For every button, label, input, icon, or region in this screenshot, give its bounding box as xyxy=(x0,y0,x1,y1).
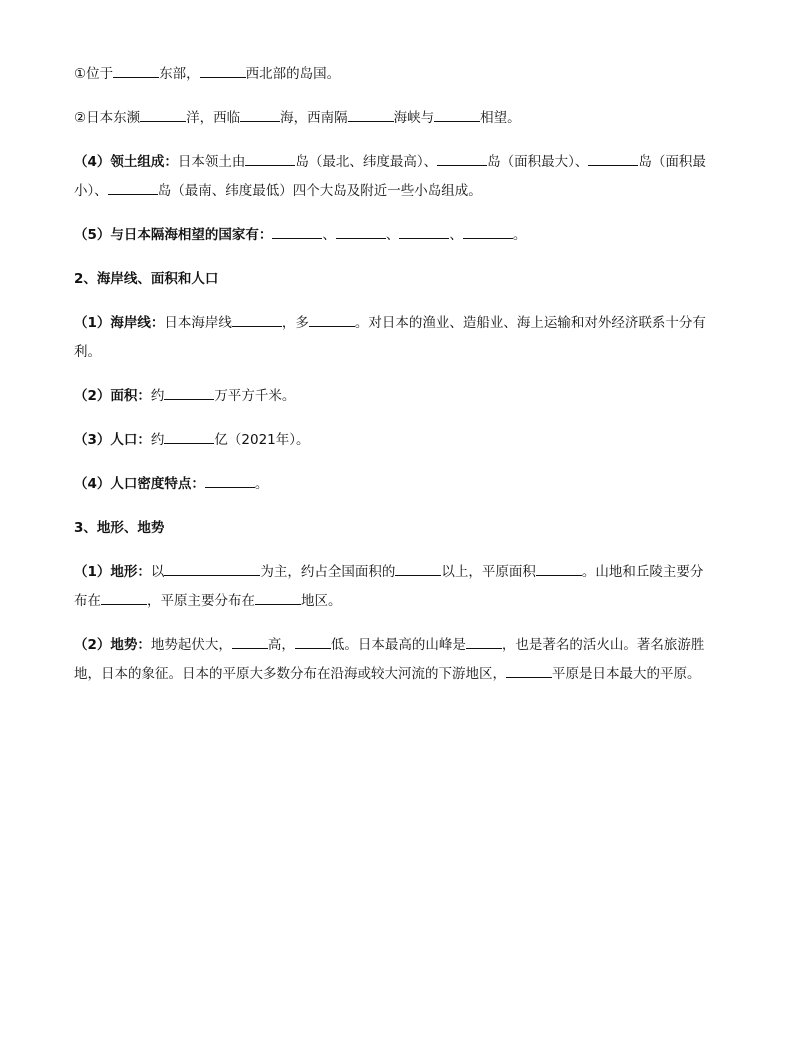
section-heading-3: 3、地形、地势 xyxy=(74,520,165,536)
text: 小）、 xyxy=(74,183,108,199)
blank[interactable] xyxy=(113,63,159,78)
population-line xyxy=(74,426,726,455)
text: 平原是日本最大的平原。 xyxy=(552,666,701,682)
blank[interactable] xyxy=(140,107,186,122)
text: 西北部的岛国。 xyxy=(245,66,341,82)
density-line xyxy=(74,470,726,499)
blank[interactable] xyxy=(101,590,147,605)
blank[interactable] xyxy=(437,151,487,166)
text: 亿（2021年）。 xyxy=(214,432,310,448)
separator: 、 xyxy=(385,227,400,243)
text: 以上，平原面积 xyxy=(441,564,536,580)
blank[interactable] xyxy=(506,663,552,678)
text: 高， xyxy=(267,637,295,653)
item-label: （4）人口密度特点： xyxy=(74,476,205,492)
text: ②日本东濒 xyxy=(74,110,141,126)
text: 海，西南隔 xyxy=(280,110,348,126)
text: 。 xyxy=(254,476,269,492)
text: 岛（最北、纬度最高）、 xyxy=(295,154,438,170)
neighbors-line xyxy=(74,221,726,250)
blank[interactable] xyxy=(272,224,322,239)
blank[interactable] xyxy=(348,107,394,122)
blank[interactable] xyxy=(309,312,355,327)
blank[interactable] xyxy=(336,224,386,239)
item-label: （1）海岸线： xyxy=(74,315,165,331)
terrain-paragraph xyxy=(74,558,726,616)
blank[interactable] xyxy=(399,224,449,239)
location-line-2 xyxy=(74,104,726,133)
territory-paragraph xyxy=(74,148,726,206)
text: 日本海岸线 xyxy=(164,315,232,331)
coastline-paragraph xyxy=(74,309,726,367)
relief-paragraph xyxy=(74,631,726,689)
item-label: （3）人口： xyxy=(74,432,151,448)
item-label: （5）与日本隔海相望的国家有： xyxy=(74,227,273,243)
text: 万平方千米。 xyxy=(214,388,296,404)
separator: 、 xyxy=(449,227,463,243)
blank[interactable] xyxy=(466,634,502,649)
text: 相望。 xyxy=(480,110,521,126)
item-label: （1）地形： xyxy=(74,564,151,580)
text: 。 xyxy=(512,227,527,243)
text: ，也是著名的活火山。著名旅游胜 xyxy=(501,637,705,653)
blank[interactable] xyxy=(232,634,268,649)
text: 东部， xyxy=(159,66,200,82)
text: ，多 xyxy=(281,315,309,331)
blank[interactable] xyxy=(205,473,255,488)
blank[interactable] xyxy=(108,180,158,195)
blank[interactable] xyxy=(255,590,301,605)
section-heading-2: 2、海岸线、面积和人口 xyxy=(74,271,219,287)
text: 以 xyxy=(150,564,165,580)
blank[interactable] xyxy=(240,107,280,122)
blank[interactable] xyxy=(463,224,513,239)
text: 岛（最南、纬度最低）四个大岛及附近一些小岛组成。 xyxy=(157,183,482,199)
worksheet xyxy=(74,60,726,689)
text: 地区。 xyxy=(301,593,342,609)
blank[interactable] xyxy=(164,385,214,400)
location-line-1 xyxy=(74,60,726,89)
text: 日本领土由 xyxy=(177,154,246,170)
text: 岛（面积最 xyxy=(638,154,706,170)
blank[interactable] xyxy=(200,63,246,78)
separator: 、 xyxy=(322,227,336,243)
text: 地势起伏大， xyxy=(150,637,232,653)
text: 低。日本最高的山峰是 xyxy=(330,637,466,653)
blank[interactable] xyxy=(434,107,480,122)
blank[interactable] xyxy=(245,151,295,166)
text: 约 xyxy=(150,432,165,448)
text: 为主，约占全国面积的 xyxy=(260,564,396,580)
blank[interactable] xyxy=(536,561,582,576)
text: 布在 xyxy=(74,593,101,609)
item-label: （2）地势： xyxy=(74,637,151,653)
text: ①位于 xyxy=(74,66,114,82)
area-line xyxy=(74,382,726,411)
blank[interactable] xyxy=(295,634,331,649)
text: 海峡与 xyxy=(393,110,435,126)
text: ，平原主要分布在 xyxy=(147,593,255,609)
blank[interactable] xyxy=(588,151,638,166)
text: 地，日本的象征。日本的平原大多数分布在沿海或较大河流的下游地区， xyxy=(74,666,506,682)
text: 利。 xyxy=(74,344,101,360)
text: 洋，西临 xyxy=(186,110,241,126)
text: 。对日本的渔业、造船业、海上运输和对外经济联系十分有 xyxy=(354,315,706,331)
item-label: （4）领土组成： xyxy=(74,154,178,170)
text: 。山地和丘陵主要分 xyxy=(581,564,704,580)
blank[interactable] xyxy=(164,561,260,576)
text: 约 xyxy=(150,388,165,404)
blank[interactable] xyxy=(232,312,282,327)
blank[interactable] xyxy=(395,561,441,576)
blank[interactable] xyxy=(164,429,214,444)
item-label: （2）面积： xyxy=(74,388,151,404)
text: 岛（面积最大）、 xyxy=(487,154,589,170)
